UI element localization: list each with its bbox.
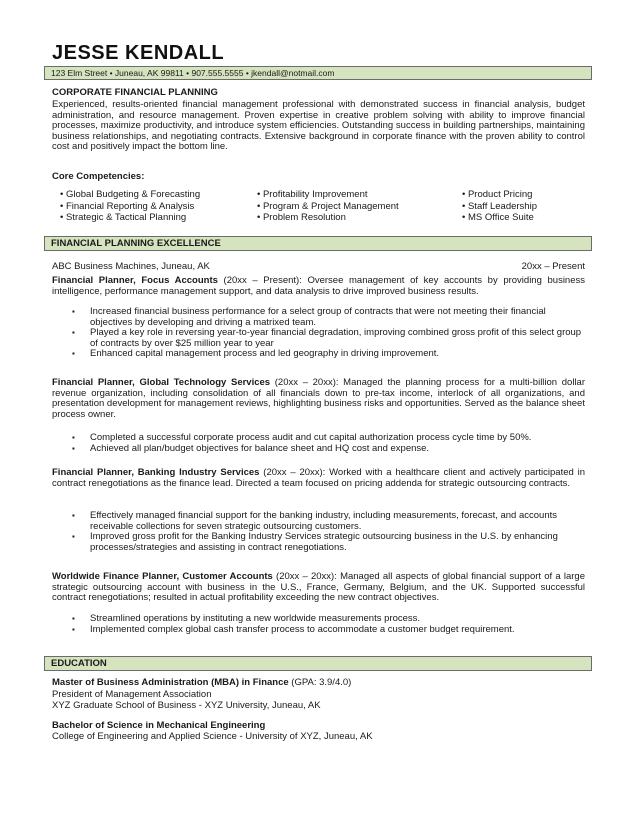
job-2-bullets [72,433,585,454]
job-1-summary: (20xx – Present): Oversee management of key accounts by providing business intelligence, performance management support, and data analysis to drive improved business results. [52,275,585,297]
job-2-title: Financial Planner, Global Technology Services [52,377,271,388]
job-1-title: Financial Planner, Focus Accounts [52,275,218,286]
competencies-title: Core Competencies: [52,171,145,182]
summary-title: CORPORATE FINANCIAL PLANNING [52,87,218,98]
list-item: ▪ Enhanced capital management process and led geography in driving improvement. [72,349,585,360]
job-3-title: Financial Planner, Banking Industry Services [52,467,260,478]
summary-text: Experienced, results-oriented financial management professional with demonstrated success in financial analysis, budget administration, and resource management. Proven expertise in creative problem solving with ability to improve financial processes, maximize productivity, and introduce system efficiencies. Outstanding success in building partnerships, maintaining business relationships, and negotiating contracts. Extensive background in corporate finance with the proven ability to control cost and positively impact the bottom line. [52,99,585,152]
contact-bar: 123 Elm Street • Juneau, AK 99811 • 907.555.5555 • jkendall@notmail.com [44,66,592,80]
degree-1-line-3: XYZ Graduate School of Business - XYZ University, Juneau, AK [52,700,321,711]
employer-row [52,261,585,272]
list-item: ▪ Increased financial business performance for a select group of contracts that were not meeting their financial objectives by developing and driving a matrixed team. [72,307,585,328]
degree-1-title: Master of Business Administration (MBA) in Finance [52,677,289,688]
job-4-description [52,572,585,604]
job-3-summary: (20xx – 20xx): Worked with a healthcare client and actively participated in contract renegotiations as the finance lead. Directed a team focused on pricing addenda for strategic outsourcing contracts. [52,467,585,489]
degree-1-line-1 [52,678,585,689]
employer-dates: 20xx – Present [521,261,585,272]
degree-1-gpa: (GPA: 3.9/4.0) [288,677,352,688]
job-3-description [52,468,585,489]
competencies-col-3 [462,189,537,224]
competencies-col-2 [257,189,399,224]
list-item: ▪ Achieved all plan/budget objectives for balance sheet and HQ cost and expense. [72,444,585,455]
job-1-description [52,276,585,297]
list-item: ▪ Played a key role in reversing year-to-year financial degradation, improving combined gross profit of this select group of contracts by over $25 million year to year [72,328,585,349]
job-1-bullets [72,307,585,360]
competency-item: • Problem Resolution [257,212,399,224]
employer-name: ABC Business Machines, Juneau, AK [52,261,210,272]
list-item: ▪ Improved gross profit for the Banking Industry Services strategic outsourcing business in the U.S. by enhancing processes/strategies and assisting in contract renegotiations. [72,532,585,553]
education-section-header: EDUCATION [44,656,592,671]
competency-item: • Global Budgeting & Forecasting [60,189,200,201]
list-item: ▪ Effectively managed financial support for the banking industry, including measurements, forecast, and accounts receivable collections for seven strategic outsourcing customers. [72,511,585,532]
degree-2-line-2: College of Engineering and Applied Science - University of XYZ, Juneau, AK [52,731,373,742]
competency-item: • Profitability Improvement [257,189,399,201]
competencies-grid [52,189,585,225]
job-4-title: Worldwide Finance Planner, Customer Accounts [52,571,273,582]
competency-item: • Program & Project Management [257,201,399,213]
list-item: ▪ Completed a successful corporate process audit and cut capital authorization process cycle time by 50%. [72,433,585,444]
job-2-summary: (20xx – 20xx): Managed the planning process for a multi-billion dollar revenue organization, including consolidation of all financials down to pre-tax income, interlock of all organizations, and presentation development for management reviews, highlighting business risks and opportunities. Served as the balance sheet process owner. [52,377,586,420]
competency-item: • MS Office Suite [462,212,537,224]
list-item: ▪ Streamlined operations by instituting a new worldwide measurements process. [72,614,585,625]
job-2-description [52,378,585,420]
list-item: ▪ Implemented complex global cash transfer process to accommodate a customer budget requirement. [72,625,585,636]
competency-item: • Strategic & Tactical Planning [60,212,200,224]
job-4-bullets [72,614,585,635]
competency-item: • Staff Leadership [462,201,537,213]
competency-item: • Product Pricing [462,189,537,201]
competencies-col-1 [60,189,200,224]
candidate-name: JESSE KENDALL [52,42,225,64]
degree-1-line-2: President of Management Association [52,689,212,700]
degree-2-title: Bachelor of Science in Mechanical Engineering [52,720,266,731]
experience-section-header: FINANCIAL PLANNING EXCELLENCE [44,236,592,251]
job-3-bullets [72,511,585,553]
job-4-summary: (20xx – 20xx): Managed all aspects of global financial support of a large strategic outsourcing account with business in the U.S., France, Germany, Belgium, and the UK. Supported successful contract renegotiations; resulted in actual profitability exceeding the new contract objectives. [52,571,585,603]
competency-item: • Financial Reporting & Analysis [60,201,200,213]
